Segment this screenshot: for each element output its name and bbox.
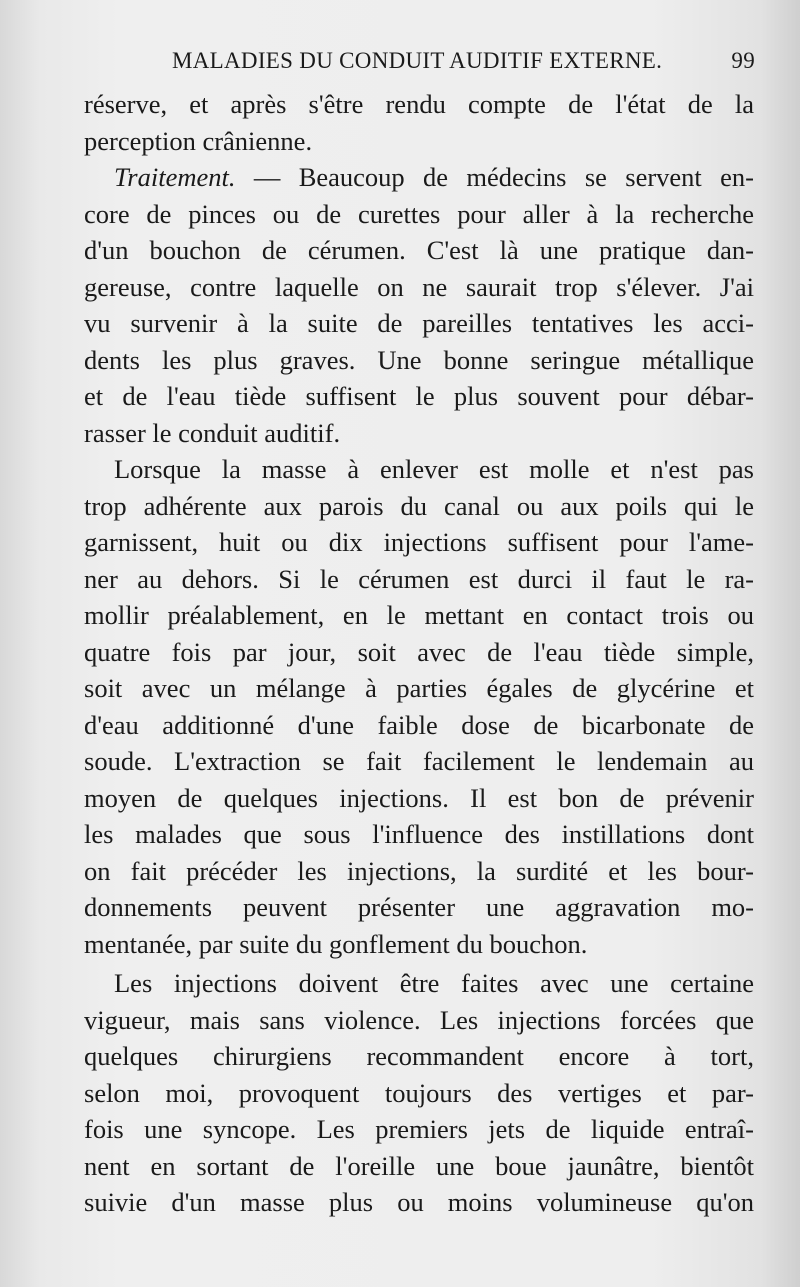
text-line: Lorsque la masse à enlever est molle et n'est pas xyxy=(114,454,754,484)
text-line: soit avec un mélange à parties égales de glycérine et xyxy=(84,673,754,703)
text-line: mentanée, par suite du gonflement du bouchon. xyxy=(84,928,588,959)
text-line: soude. L'extraction se fait facilement le lendemain au xyxy=(84,746,754,776)
text-line: gereuse, contre laquelle on ne saurait trop s'élever. J'ai xyxy=(84,271,754,302)
text-line: rasser le conduit auditif. xyxy=(84,417,341,448)
text-line: réserve, et après s'être rendu compte de l'état de la xyxy=(84,89,754,119)
text-line: selon moi, provoquent toujours des vertiges et par- xyxy=(84,1077,754,1108)
running-header xyxy=(172,44,757,78)
text-line: vu survenir à la suite de pareilles tentatives les acci- xyxy=(84,308,754,338)
body-text xyxy=(84,86,754,1221)
text-line: suivie d'un masse plus ou moins volumineuse qu'on xyxy=(84,1187,754,1217)
text-line: moyen de quelques injections. Il est bon de prévenir xyxy=(84,782,754,813)
text-line: quatre fois par jour, soit avec de l'eau tiède simple, xyxy=(84,636,754,667)
text-line: fois une syncope. Les premiers jets de liquide entraî- xyxy=(84,1114,754,1144)
text-line: ner au dehors. Si le cérumen est durci il faut le ra- xyxy=(84,563,754,594)
text-line: d'un bouchon de cérumen. C'est là une pratique dan- xyxy=(84,235,754,265)
text-line: on fait précéder les injections, la surdité et les bour- xyxy=(84,855,754,886)
text-line: et de l'eau tiède suffisent le plus souvent pour débar- xyxy=(84,381,754,411)
text-line: perception crânienne. xyxy=(84,125,313,156)
text-line: core de pinces ou de curettes pour aller à la recherche xyxy=(84,198,754,229)
text-run: — Beaucoup de médecins se servent en- xyxy=(235,162,754,192)
text-line: mollir préalablement, en le mettant en contact trois ou xyxy=(84,600,754,630)
text-line xyxy=(84,159,754,196)
text-line: garnissent, huit ou dix injections suffisent pour l'ame- xyxy=(84,527,754,557)
text-line: donnements peuvent présenter une aggravation mo- xyxy=(84,892,754,922)
text-line: nent en sortant de l'oreille une boue jaunâtre, bientôt xyxy=(84,1150,754,1181)
text-line: vigueur, mais sans violence. Les injections forcées que xyxy=(84,1004,754,1035)
text-line: trop adhérente aux parois du canal ou aux poils qui le xyxy=(84,490,754,521)
page-number: 99 xyxy=(731,48,755,73)
text-line: d'eau additionné d'une faible dose de bicarbonate de xyxy=(84,709,754,740)
text-line: quelques chirurgiens recommandent encore à tort, xyxy=(84,1041,754,1071)
text-line: dents les plus graves. Une bonne seringue métallique xyxy=(84,344,754,375)
running-title: MALADIES DU CONDUIT AUDITIF EXTERNE. xyxy=(172,48,663,73)
text-line: Les injections doivent être faites avec une certaine xyxy=(114,968,754,998)
text-line: les malades que sous l'influence des instillations dont xyxy=(84,819,754,849)
section-lead: Traitement. xyxy=(114,162,236,192)
